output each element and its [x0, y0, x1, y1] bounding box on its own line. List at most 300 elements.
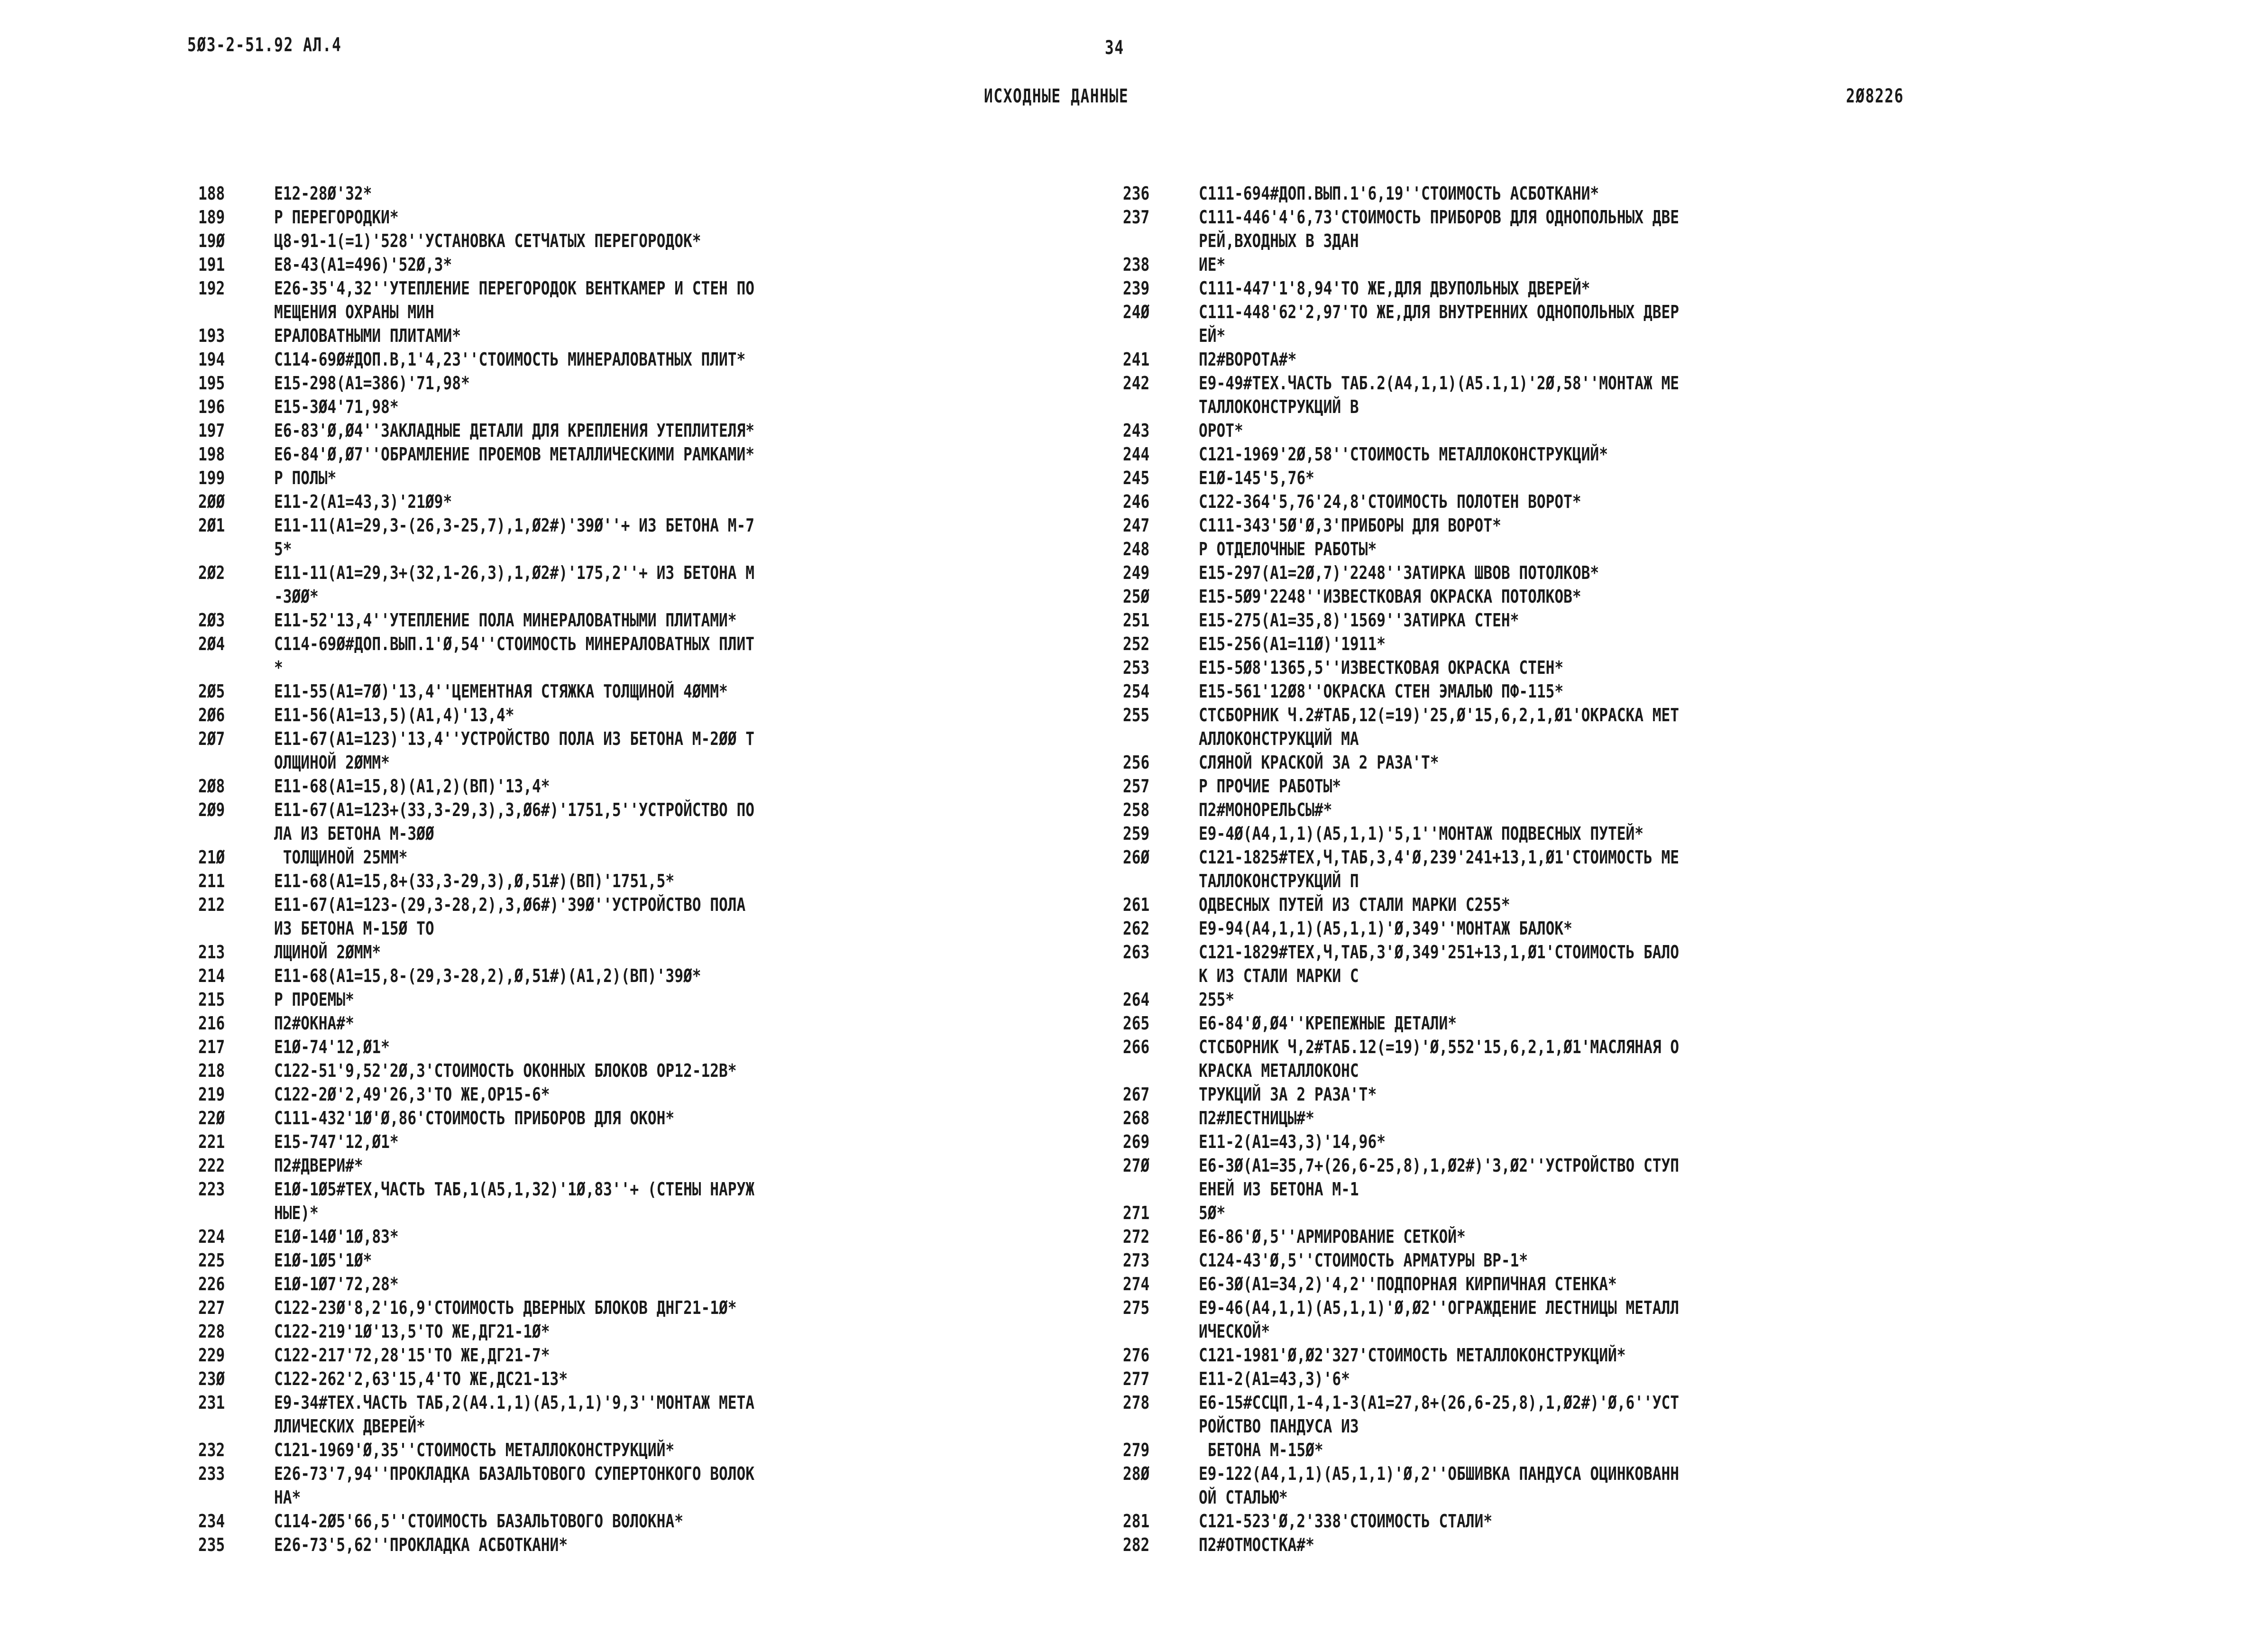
line-number: 193	[198, 325, 225, 346]
line-text	[1199, 585, 1914, 608]
line-number: 252	[1123, 633, 1150, 654]
listing-row	[198, 632, 1147, 679]
line-text-main: Е8-43(А1=496)'52Ø,3*	[274, 254, 452, 275]
listing-row	[1123, 514, 2071, 537]
line-number: 189	[198, 207, 225, 228]
line-text-main: Е6-3Ø(А1=35,7+(26,6-25,8),1,Ø2#)'3,Ø2''УСТРОЙСТВО СТУП	[1199, 1155, 1680, 1176]
listing-row	[1123, 893, 2071, 917]
line-text-main: Е1Ø-14Ø'1Ø,83*	[274, 1226, 399, 1247]
listing-row	[1123, 1367, 2071, 1391]
listing-row	[198, 1367, 1147, 1391]
line-number: 24Ø	[1123, 302, 1150, 322]
line-text	[1199, 1130, 1914, 1154]
line-text-main: Е9-122(А4,1,1)(А5,1,1)'Ø,2''ОБШИВКА ПАНДУСА ОЦИНКОВАНН	[1199, 1463, 1680, 1484]
line-text-main: Е12-28Ø'32*	[274, 183, 372, 204]
line-text	[1199, 608, 1914, 632]
line-number: 266	[1123, 1037, 1150, 1057]
listing-row	[198, 608, 1147, 632]
line-text	[274, 798, 990, 845]
line-number: 232	[198, 1440, 225, 1460]
listing-row	[1123, 822, 2071, 845]
line-number: 226	[198, 1274, 225, 1294]
line-text	[1199, 466, 1914, 490]
listing-row	[1123, 561, 2071, 585]
line-text-main: Е6-83'Ø,Ø4''ЗАКЛАДНЫЕ ДЕТАЛИ ДЛЯ КРЕПЛЕНИЯ УТЕПЛИТЕЛЯ*	[274, 420, 755, 441]
line-text-continuation: ИЗ БЕТОНА М-15Ø ТО	[274, 918, 434, 939]
line-text	[274, 395, 990, 419]
listing-row	[198, 442, 1147, 466]
listing-row	[198, 964, 1147, 988]
line-number: 199	[198, 468, 225, 488]
line-text	[1199, 917, 1914, 940]
line-text	[1199, 1201, 1914, 1225]
line-text-main: С121-1981'Ø,Ø2'327'СТОИМОСТЬ МЕТАЛЛОКОНСТРУКЦИЙ*	[1199, 1345, 1626, 1366]
line-text-main: С114-2Ø5'66,5''СТОИМОСТЬ БАЗАЛЬТОВОГО ВОЛОКНА*	[274, 1511, 683, 1532]
line-text-main: Е11-68(А1=15,8)(А1,2)(ВП)'13,4*	[274, 776, 550, 797]
listing-row	[1123, 205, 2071, 253]
line-text-main: ОРОТ*	[1199, 420, 1243, 441]
listing-row	[1123, 490, 2071, 514]
line-text	[274, 490, 990, 514]
line-text-main: Е15-256(А1=11Ø)'1911*	[1199, 633, 1386, 654]
line-text-main: С122-219'1Ø'13,5'ТО ЖЕ,ДГ21-1Ø*	[274, 1321, 550, 1342]
line-number: 192	[198, 278, 225, 299]
line-text-main: Е6-3Ø(А1=34,2)'4,2''ПОДПОРНАЯ КИРПИЧНАЯ СТЕНКА*	[1199, 1274, 1617, 1294]
listing-row	[1123, 703, 2071, 751]
line-number: 235	[198, 1534, 225, 1555]
line-text-main: БЕТОНА М-15Ø*	[1199, 1440, 1323, 1460]
line-text	[1199, 276, 1914, 300]
listing-row	[1123, 371, 2071, 419]
line-text	[1199, 1462, 1914, 1509]
line-number: 249	[1123, 562, 1150, 583]
listing-row	[198, 798, 1147, 845]
line-text	[274, 371, 990, 395]
listing-row	[198, 324, 1147, 348]
line-text	[1199, 679, 1914, 703]
line-text-main: ТРУКЦИЙ ЗА 2 РАЗА'Т*	[1199, 1084, 1377, 1105]
line-text	[1199, 703, 1914, 751]
listing-row	[198, 1343, 1147, 1367]
line-text-continuation: НЫЕ)*	[274, 1202, 319, 1223]
listing-row	[198, 774, 1147, 798]
line-number: 237	[1123, 207, 1150, 228]
listing-row	[1123, 1035, 2071, 1083]
line-text	[1199, 1011, 1914, 1035]
line-text-main: 255*	[1199, 989, 1235, 1010]
line-text-main: Е11-11(А1=29,3-(26,3-25,7),1,Ø2#)'39Ø''+ ИЗ БЕТОНА М-7	[274, 515, 755, 536]
line-text	[1199, 1391, 1914, 1438]
line-number: 214	[198, 965, 225, 986]
line-text	[274, 608, 990, 632]
line-text-main: Е11-67(А1=123+(33,3-29,3),3,Ø6#)'1751,5''УСТРОЙСТВО ПО	[274, 799, 755, 820]
line-text-main: С111-694#ДОП.ВЫП.1'6,19''СТОИМОСТЬ АСБОТКАНИ*	[1199, 183, 1599, 204]
line-number: 263	[1123, 942, 1150, 963]
line-number: 196	[198, 396, 225, 417]
line-number: 228	[198, 1321, 225, 1342]
listing-row	[1123, 988, 2071, 1011]
line-number: 233	[198, 1463, 225, 1484]
line-text-main: С111-446'4'6,73'СТОИМОСТЬ ПРИБОРОВ ДЛЯ ОДНОПОЛЬНЫХ ДВЕ	[1199, 207, 1680, 228]
listing-row	[1123, 656, 2071, 679]
listing-row	[198, 371, 1147, 395]
listing-row	[198, 1272, 1147, 1296]
line-number: 216	[198, 1013, 225, 1034]
line-number: 259	[1123, 823, 1150, 844]
line-number: 223	[198, 1179, 225, 1200]
line-text	[1199, 1248, 1914, 1272]
listing-row	[198, 1320, 1147, 1343]
line-text-continuation: ЕЙ*	[1199, 325, 1226, 346]
line-text-main: Е15-298(А1=386)'71,98*	[274, 373, 470, 394]
line-text-main: Е11-2(А1=43,3)'14,96*	[1199, 1131, 1386, 1152]
listing-row	[1123, 751, 2071, 774]
line-text-main: Р ПРОЕМЫ*	[274, 989, 354, 1010]
line-text	[1199, 798, 1914, 822]
line-number: 2Ø5	[198, 681, 225, 702]
listing-row	[1123, 1343, 2071, 1367]
line-text-continuation: *	[274, 657, 283, 678]
line-number: 2Ø7	[198, 728, 225, 749]
line-number: 261	[1123, 894, 1150, 915]
listing-row	[198, 1296, 1147, 1320]
line-number: 256	[1123, 752, 1150, 773]
listing-row	[198, 1011, 1147, 1035]
line-number: 269	[1123, 1131, 1150, 1152]
line-text	[1199, 1225, 1914, 1248]
line-text-main: П2#ОКНА#*	[274, 1013, 354, 1034]
line-text	[274, 229, 990, 253]
line-number: 279	[1123, 1440, 1150, 1460]
line-text	[1199, 656, 1914, 679]
line-text	[1199, 253, 1914, 276]
line-number: 213	[198, 942, 225, 963]
header-page-number: 34	[1105, 37, 1124, 59]
line-number: 248	[1123, 539, 1150, 560]
line-number: 281	[1123, 1511, 1150, 1532]
listing-row	[1123, 1509, 2071, 1533]
listing-row	[198, 395, 1147, 419]
line-text-main: Е15-747'12,Ø1*	[274, 1131, 399, 1152]
listing-row	[198, 940, 1147, 964]
line-text-main: Е11-52'13,4''УТЕПЛЕНИЕ ПОЛА МИНЕРАЛОВАТНЫМИ ПЛИТАМИ*	[274, 610, 737, 631]
line-text	[1199, 1106, 1914, 1130]
line-text-continuation: НА*	[274, 1487, 301, 1508]
listing-row	[1123, 1438, 2071, 1462]
line-number: 247	[1123, 515, 1150, 536]
line-text-main: С122-262'2,63'15,4'ТО ЖЕ,ДС21-13*	[274, 1368, 568, 1389]
line-text-continuation: 5*	[274, 539, 292, 560]
listing-row	[1123, 585, 2071, 608]
line-number: 241	[1123, 349, 1150, 370]
line-text-main: П2#МОНОРЕЛЬСЫ#*	[1199, 799, 1332, 820]
line-text	[1199, 442, 1914, 466]
line-number: 188	[198, 183, 225, 204]
line-text	[274, 1367, 990, 1391]
line-text	[1199, 1367, 1914, 1391]
listing-row	[198, 1106, 1147, 1130]
line-text	[1199, 822, 1914, 845]
line-text-continuation: ТАЛЛОКОНСТРУКЦИЙ П	[1199, 871, 1359, 891]
line-text-continuation: РЕЙ,ВХОДНЫХ В ЗДАН	[1199, 230, 1359, 251]
line-text-main: П2#ДВЕРИ#*	[274, 1155, 363, 1176]
listing-row	[198, 1462, 1147, 1509]
listing-row	[1123, 276, 2071, 300]
line-number: 222	[198, 1155, 225, 1176]
listing-row	[198, 845, 1147, 869]
line-text	[274, 466, 990, 490]
line-text	[274, 1296, 990, 1320]
line-text-main: СЛЯНОЙ КРАСКОЙ ЗА 2 РАЗА'Т*	[1199, 752, 1439, 773]
listing-row	[1123, 442, 2071, 466]
listing-row	[1123, 1130, 2071, 1154]
line-text	[1199, 1438, 1914, 1462]
line-number: 227	[198, 1297, 225, 1318]
listing-row	[198, 490, 1147, 514]
listing-row	[198, 1177, 1147, 1225]
line-number: 262	[1123, 918, 1150, 939]
line-text-main: Е1Ø-1Ø7'72,28*	[274, 1274, 399, 1294]
line-text-main: Р ПОЛЫ*	[274, 468, 337, 488]
line-text-main: Е15-275(А1=35,8)'1569''ЗАТИРКА СТЕН*	[1199, 610, 1519, 631]
line-text	[274, 1438, 990, 1462]
line-text-main: Е9-94(А4,1,1)(А5,1,1)'Ø,349''МОНТАЖ БАЛОК*	[1199, 918, 1572, 939]
line-text-continuation: ТАЛЛОКОНСТРУКЦИЙ В	[1199, 396, 1359, 417]
line-number: 238	[1123, 254, 1150, 275]
line-text	[274, 727, 990, 774]
line-text	[1199, 490, 1914, 514]
line-number: 271	[1123, 1202, 1150, 1223]
listing-row	[1123, 917, 2071, 940]
line-text-main: Е11-2(А1=43,3)'6*	[1199, 1368, 1350, 1389]
line-number: 231	[198, 1392, 225, 1413]
line-text	[274, 988, 990, 1011]
listing-row	[1123, 182, 2071, 205]
line-text-main: ИЕ*	[1199, 254, 1226, 275]
line-text-continuation: АЛЛОКОНСТРУКЦИЙ МА	[1199, 728, 1359, 749]
line-text	[274, 940, 990, 964]
line-text	[1199, 348, 1914, 371]
listing-row	[1123, 1083, 2071, 1106]
listing-row	[198, 1248, 1147, 1272]
listing-row	[1123, 798, 2071, 822]
line-text-main: С114-69Ø#ДОП.ВЫП.1'Ø,54''СТОИМОСТЬ МИНЕРАЛОВАТНЫХ ПЛИТ	[274, 633, 755, 654]
line-text	[1199, 182, 1914, 205]
line-text-main: Е15-297(А1=2Ø,7)'2248''ЗАТИРКА ШВОВ ПОТОЛКОВ*	[1199, 562, 1599, 583]
line-number: 245	[1123, 468, 1150, 488]
line-text-continuation: ЛЛИЧЕСКИХ ДВЕРЕЙ*	[274, 1416, 425, 1437]
listing-row	[1123, 1462, 2071, 1509]
line-number: 267	[1123, 1084, 1150, 1105]
line-number: 265	[1123, 1013, 1150, 1034]
line-number: 2Ø2	[198, 562, 225, 583]
listing-row	[198, 893, 1147, 940]
line-text-main: Е26-35'4,32''УТЕПЛЕНИЕ ПЕРЕГОРОДОК ВЕНТКАМЕР И СТЕН ПО	[274, 278, 755, 299]
line-text	[274, 679, 990, 703]
line-text	[274, 1225, 990, 1248]
listing-row	[198, 869, 1147, 893]
line-number: 2Ø6	[198, 705, 225, 725]
listing-row	[198, 348, 1147, 371]
line-text-main: Е6-15#ССЦП,1-4,1-3(А1=27,8+(26,6-25,8),1,Ø2#)'Ø,6''УСТ	[1199, 1392, 1680, 1413]
line-number: 195	[198, 373, 225, 394]
line-text	[274, 774, 990, 798]
line-text-main: ТОЛЩИНОЙ 25ММ*	[274, 847, 408, 868]
line-text	[274, 1248, 990, 1272]
line-text-main: Е1Ø-1Ø5'1Ø*	[274, 1250, 372, 1271]
line-text-continuation: МЕЩЕНИЯ ОХРАНЫ МИН	[274, 302, 434, 322]
line-text-continuation: К ИЗ СТАЛИ МАРКИ С	[1199, 965, 1359, 986]
line-text	[274, 893, 990, 940]
line-text	[274, 276, 990, 324]
line-text	[1199, 205, 1914, 253]
line-text	[274, 1130, 990, 1154]
listing-row	[1123, 537, 2071, 561]
listing-row	[198, 466, 1147, 490]
line-text-main: 5Ø*	[1199, 1202, 1226, 1223]
listing-row	[198, 1533, 1147, 1557]
line-text-continuation: ОЛЩИНОЙ 2ØММ*	[274, 752, 390, 773]
line-number: 217	[198, 1037, 225, 1057]
line-text	[1199, 561, 1914, 585]
line-number: 218	[198, 1060, 225, 1081]
line-text-main: С122-2Ø'2,49'26,3'ТО ЖЕ,ОР15-6*	[274, 1084, 550, 1105]
line-text-main: П2#ВОРОТА#*	[1199, 349, 1297, 370]
listing-row	[198, 1391, 1147, 1438]
line-text	[274, 1177, 990, 1225]
line-number: 275	[1123, 1297, 1150, 1318]
line-number: 28Ø	[1123, 1463, 1150, 1484]
line-text	[274, 703, 990, 727]
line-number: 282	[1123, 1534, 1150, 1555]
line-text-main: С121-1829#ТЕХ,Ч,ТАБ,3'Ø,349'251+13,1,Ø1'СТОИМОСТЬ БАЛО	[1199, 942, 1680, 963]
line-text	[1199, 988, 1914, 1011]
line-text	[1199, 300, 1914, 348]
right-column	[1123, 182, 2071, 1557]
listing-row	[198, 727, 1147, 774]
line-text	[274, 182, 990, 205]
listing-row	[198, 1083, 1147, 1106]
line-text-main: Е15-5Ø8'1365,5''ИЗВЕСТКОВАЯ ОКРАСКА СТЕН*	[1199, 657, 1564, 678]
line-text-main: П2#ЛЕСТНИЦЫ#*	[1199, 1108, 1314, 1129]
line-text-main: Е15-5Ø9'2248''ИЗВЕСТКОВАЯ ОКРАСКА ПОТОЛКОВ*	[1199, 586, 1581, 607]
line-text	[1199, 1154, 1914, 1201]
line-text-main: Е6-84'Ø,Ø4''КРЕПЕЖНЫЕ ДЕТАЛИ*	[1199, 1013, 1457, 1034]
line-number: 264	[1123, 989, 1150, 1010]
line-text-main: Е1Ø-145'5,76*	[1199, 468, 1314, 488]
listing-row	[198, 229, 1147, 253]
line-text	[274, 1106, 990, 1130]
line-text-main: С122-364'5,76'24,8'СТОИМОСТЬ ПОЛОТЕН ВОРОТ*	[1199, 491, 1581, 512]
line-number: 239	[1123, 278, 1150, 299]
line-number: 19Ø	[198, 230, 225, 251]
line-text-continuation: РОЙСТВО ПАНДУСА ИЗ	[1199, 1416, 1359, 1437]
line-text-main: Е11-68(А1=15,8+(33,3-29,3),Ø,51#)(ВП)'1751,5*	[274, 871, 675, 891]
line-text-main: С122-23Ø'8,2'16,9'СТОИМОСТЬ ДВЕРНЫХ БЛОКОВ ДНГ21-1Ø*	[274, 1297, 737, 1318]
listing-row	[198, 253, 1147, 276]
listing-row	[1123, 1391, 2071, 1438]
line-number: 2Ø8	[198, 776, 225, 797]
listing-row	[198, 205, 1147, 229]
line-number: 246	[1123, 491, 1150, 512]
line-text	[274, 1011, 990, 1035]
listing-row	[1123, 300, 2071, 348]
line-text	[274, 561, 990, 608]
line-number: 212	[198, 894, 225, 915]
line-number: 268	[1123, 1108, 1150, 1129]
line-number: 236	[1123, 183, 1150, 204]
line-number: 221	[198, 1131, 225, 1152]
line-number: 273	[1123, 1250, 1150, 1271]
line-number: 2Ø4	[198, 633, 225, 654]
line-number: 272	[1123, 1226, 1150, 1247]
line-number: 274	[1123, 1274, 1150, 1294]
line-text-main: С122-51'9,52'2Ø,3'СТОИМОСТЬ ОКОННЫХ БЛОКОВ ОР12-12В*	[274, 1060, 737, 1081]
line-text-main: ОДВЕСНЫХ ПУТЕЙ ИЗ СТАЛИ МАРКИ С255*	[1199, 894, 1510, 915]
line-text	[1199, 514, 1914, 537]
line-text-main: С111-343'5Ø'Ø,3'ПРИБОРЫ ДЛЯ ВОРОТ*	[1199, 515, 1501, 536]
line-text-main: С122-217'72,28'15'ТО ЖЕ,ДГ21-7*	[274, 1345, 550, 1366]
line-text-main: С121-1969'Ø,35''СТОИМОСТЬ МЕТАЛЛОКОНСТРУКЦИЙ*	[274, 1440, 675, 1460]
listing-row	[198, 1225, 1147, 1248]
line-text-main: Е11-55(А1=7Ø)'13,4''ЦЕМЕНТНАЯ СТЯЖКА ТОЛЩИНОЙ 4ØММ*	[274, 681, 728, 702]
line-text	[1199, 632, 1914, 656]
header-doc-number: 2Ø8226	[1846, 85, 1904, 107]
listing-row	[1123, 1248, 2071, 1272]
line-text	[1199, 845, 1914, 893]
line-text-main: ЕРАЛОВАТНЫМИ ПЛИТАМИ*	[274, 325, 461, 346]
line-text	[274, 1533, 990, 1557]
line-text-main: СТСБОРНИК Ч.2#ТАБ,12(=19)'25,Ø'15,6,2,1,Ø1'ОКРАСКА МЕТ	[1199, 705, 1680, 725]
line-number: 215	[198, 989, 225, 1010]
line-text-main: Е9-46(А4,1,1)(А5,1,1)'Ø,Ø2''ОГРАЖДЕНИЕ ЛЕСТНИЦЫ МЕТАЛЛ	[1199, 1297, 1680, 1318]
line-text-main: Е11-56(А1=13,5)(А1,4)'13,4*	[274, 705, 514, 725]
line-text-main: Е15-3Ø4'71,98*	[274, 396, 399, 417]
line-number: 191	[198, 254, 225, 275]
listing-row	[1123, 1201, 2071, 1225]
line-text	[1199, 774, 1914, 798]
line-number: 197	[198, 420, 225, 441]
line-number: 224	[198, 1226, 225, 1247]
line-number: 234	[198, 1511, 225, 1532]
listing-row	[198, 514, 1147, 561]
line-text-main: С124-43'Ø,5''СТОИМОСТЬ АРМАТУРЫ ВР-1*	[1199, 1250, 1528, 1271]
line-text	[274, 514, 990, 561]
line-text-main: Е6-86'Ø,5''АРМИРОВАНИЕ СЕТКОЙ*	[1199, 1226, 1466, 1247]
line-text	[274, 1462, 990, 1509]
line-number: 194	[198, 349, 225, 370]
line-text	[1199, 1509, 1914, 1533]
line-text-main: Е11-11(А1=29,3+(32,1-26,3),1,Ø2#)'175,2''+ ИЗ БЕТОНА М	[274, 562, 755, 583]
line-text-main: Е1Ø-1Ø5#ТЕХ,ЧАСТЬ ТАБ,1(А5,1,32)'1Ø,83''+ (СТЕНЫ НАРУЖ	[274, 1179, 755, 1200]
line-number: 276	[1123, 1345, 1150, 1366]
listing-row	[198, 679, 1147, 703]
line-number: 2Ø1	[198, 515, 225, 536]
listing-row	[1123, 632, 2071, 656]
line-text	[1199, 1533, 1914, 1557]
line-text-continuation: ИЧЕСКОЙ*	[1199, 1321, 1270, 1342]
line-text	[1199, 1296, 1914, 1343]
line-text-main: С111-432'1Ø'Ø,86'СТОИМОСТЬ ПРИБОРОВ ДЛЯ ОКОН*	[274, 1108, 675, 1129]
line-text	[274, 869, 990, 893]
header-title: ИСХОДНЫЕ ДАННЫЕ	[984, 85, 1129, 107]
line-number: 22Ø	[198, 1108, 225, 1129]
line-number: 278	[1123, 1392, 1150, 1413]
listing-row	[1123, 774, 2071, 798]
line-number: 251	[1123, 610, 1150, 631]
line-text	[274, 442, 990, 466]
line-number: 243	[1123, 420, 1150, 441]
